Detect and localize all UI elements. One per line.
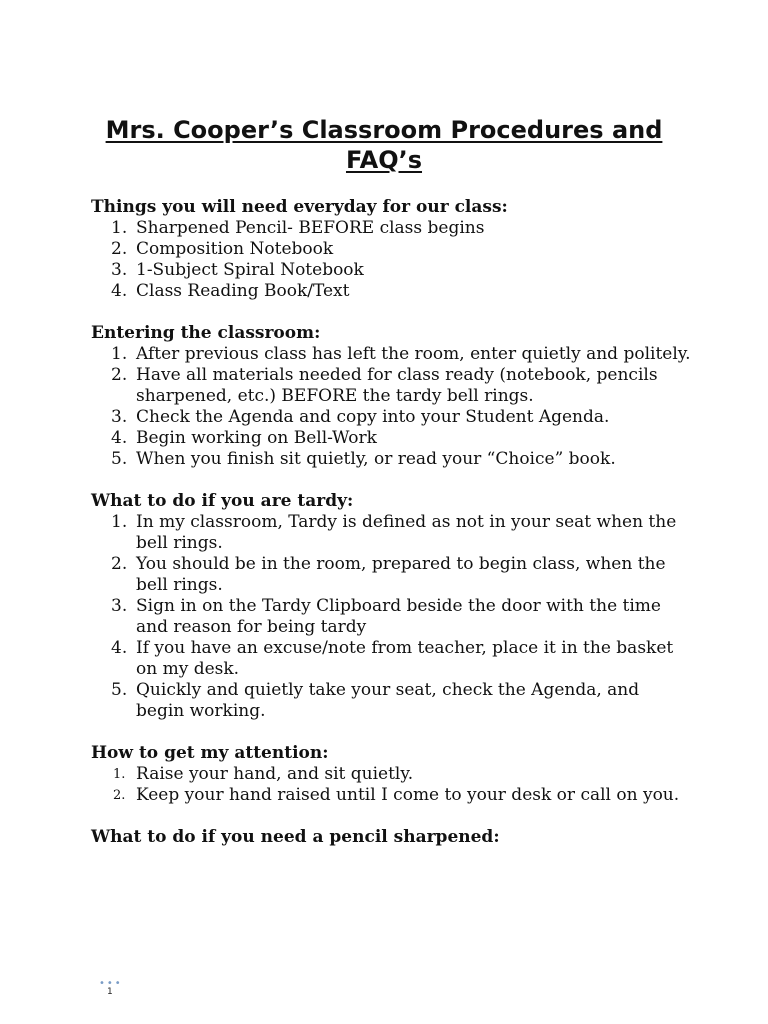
- list-item: 2. You should be in the room, prepared to begin class, when the bell rings.: [111, 554, 666, 595]
- list-item: 4. If you have an excuse/note from teacher, place it in the basket on my desk.: [111, 638, 674, 679]
- list-item: 4. Begin working on Bell-Work: [111, 428, 377, 448]
- page-title: Mrs. Cooper’s Classroom Procedures and FAQ’s: [105, 116, 663, 174]
- section-heading: What to do if you are tardy:: [91, 491, 354, 511]
- numbered-list: [91, 218, 691, 302]
- numbered-list: [91, 344, 691, 470]
- list-item: 5. Quickly and quietly take your seat, check the Agenda, and begin working.: [111, 680, 640, 721]
- list-item: 2. Have all materials needed for class ready (notebook, pencils sharpened, etc.) BEFORE the tardy bell rings.: [111, 365, 658, 406]
- list-item: 5. When you finish sit quietly, or read your “Choice” book.: [111, 449, 616, 469]
- list-item: 1. Sharpened Pencil- BEFORE class begins: [111, 218, 485, 238]
- list-item: 1. After previous class has left the room, enter quietly and politely.: [111, 344, 691, 364]
- section-entering: [91, 323, 691, 470]
- section-heading: Entering the classroom:: [91, 323, 321, 343]
- list-item: 2. Keep your hand raised until I come to your desk or call on you.: [113, 785, 680, 805]
- numbered-list: [91, 764, 691, 806]
- section-supplies: [91, 197, 691, 302]
- numbered-list: [91, 512, 691, 722]
- list-item: 3. 1-Subject Spiral Notebook: [111, 260, 364, 280]
- section-attention: [91, 743, 691, 806]
- section-pencil: [91, 827, 691, 848]
- list-item: 1. Raise your hand, and sit quietly.: [113, 764, 414, 784]
- section-tardy: [91, 491, 691, 722]
- footer-dots-icon: •••: [99, 978, 123, 989]
- list-item: 3. Sign in on the Tardy Clipboard beside the door with the time and reason for being tardy: [111, 596, 661, 637]
- document-body: [91, 197, 691, 869]
- list-item: 1. In my classroom, Tardy is defined as not in your seat when the bell rings.: [111, 512, 677, 553]
- section-heading: What to do if you need a pencil sharpened:: [91, 827, 500, 847]
- list-item: 3. Check the Agenda and copy into your Student Agenda.: [111, 407, 610, 427]
- page-number: 1: [107, 987, 113, 997]
- list-item: 2. Composition Notebook: [111, 239, 334, 259]
- list-item: 4. Class Reading Book/Text: [111, 281, 350, 301]
- section-heading: How to get my attention:: [91, 743, 329, 763]
- section-heading: Things you will need everyday for our class:: [91, 197, 508, 217]
